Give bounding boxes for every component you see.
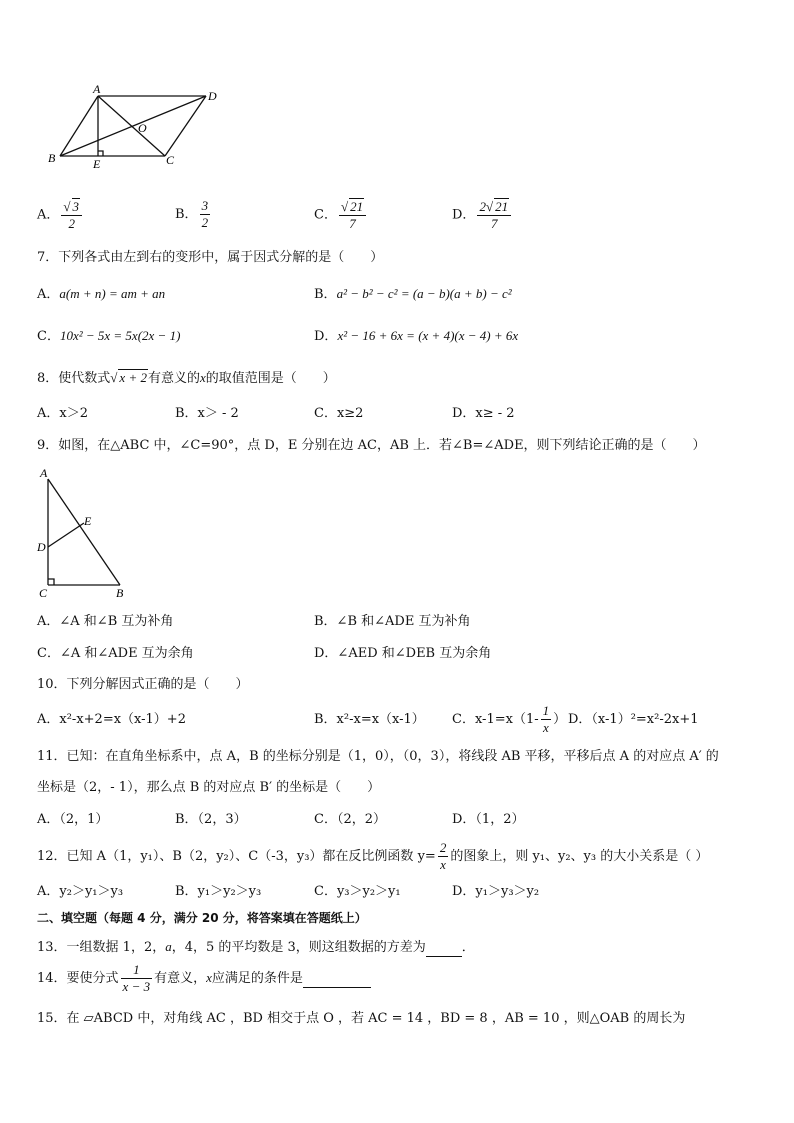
q8-option-c: C．x≥2 xyxy=(314,406,364,421)
label-O: O xyxy=(138,121,147,135)
q6-option-a: A． $\frac{√ 3}{2}$ xyxy=(37,198,84,232)
q6-option-b: B． $\frac{3}{2}$ xyxy=(175,198,209,230)
label-B: B xyxy=(48,151,56,165)
q12-option-a: A．y₂＞y₁＞y₃ xyxy=(37,884,124,899)
q10-stem: 10．下列分解因式正确的是（ ） xyxy=(37,677,249,692)
q12-option-b: B．y₁＞y₂＞y₃ xyxy=(175,884,262,899)
label-A: A xyxy=(40,466,48,480)
label-C: C xyxy=(39,586,48,600)
q15-stem: 15．在 ▱ABCD 中，对角线 AC ，BD 相交于点 O ，若 AC = 14 ，BD = 8 ，AB = 10 ，则△OAB 的周长为 xyxy=(37,1011,686,1026)
q9-option-b: B．∠B 和∠ADE 互为补角 xyxy=(314,614,471,629)
q7-option-c: C．10x² − 5x = 5x(2x − 1) xyxy=(37,328,181,344)
q11-option-d: D．（1，2） xyxy=(452,812,525,827)
q11-option-c: C．（2，2） xyxy=(314,812,386,827)
label-E: E xyxy=(84,514,92,528)
q8-option-a: A．x＞2 xyxy=(37,406,88,421)
right-triangle-figure xyxy=(34,465,134,603)
parallelogram-figure xyxy=(40,82,230,172)
q8-option-b: B．x＞ - 2 xyxy=(175,406,239,421)
q10-option-d: D．（x-1）²=x²-2x+1 xyxy=(568,712,699,727)
label-B: B xyxy=(116,586,124,600)
q11-stem-line1: 11．已知：在直角坐标系中，点 A，B 的坐标分别是（1，0），（0，3），将线段 AB 平移，平移后点 A 的对应点 A′ 的 xyxy=(37,749,719,764)
answer-blank[interactable] xyxy=(426,940,462,957)
q9-option-d: D．∠AED 和∠DEB 互为余角 xyxy=(314,646,492,661)
q9-option-c: C．∠A 和∠ADE 互为余角 xyxy=(37,646,194,661)
q7-option-b: B．a² − b² − c² = (a − b)(a + b) − c² xyxy=(314,286,512,302)
q8-option-d: D．x≥ - 2 xyxy=(452,406,515,421)
q6-option-d: D． $\frac{2√ 21}{7}$ xyxy=(452,198,513,232)
q14-stem: 14．要使分式 $\frac{1}{x - 3}$ 有意义，x应满足的条件是 xyxy=(37,962,371,995)
q12-option-c: C．y₃＞y₂＞y₁ xyxy=(314,884,401,899)
q12-option-d: D．y₁＞y₃＞y₂ xyxy=(452,884,540,899)
q13-stem: 13．一组数据 1，2，a，4，5 的平均数是 3，则这组数据的方差为 ． xyxy=(37,939,475,955)
q7-stem: 7．下列各式由左到右的变形中，属于因式分解的是（ ） xyxy=(37,250,384,265)
q6-option-c: C． $\frac{√ 21}{7}$ xyxy=(314,198,368,232)
label-A: A xyxy=(93,82,101,96)
q8-stem: 8．使代数式√ x + 2有意义的x的取值范围是（ ） xyxy=(37,370,336,386)
q9-option-a: A．∠A 和∠B 互为补角 xyxy=(37,614,174,629)
q11-option-b: B．（2，3） xyxy=(175,812,247,827)
label-D: D xyxy=(37,540,46,554)
q12-stem: 12．已知 A（1，y₁）、B（2，y₂）、C（-3，y₃）都在反比例函数 y= $\frac{2}{x}$ 的图象上，则 y₁、y₂、y₃ 的大小关系是（ ） xyxy=(37,840,709,872)
q9-stem: 9．如图，在△ABC 中，∠C=90°，点 D，E 分别在边 AC，AB 上．若∠B=∠ADE，则下列结论正确的是（ ） xyxy=(37,438,706,453)
label-D: D xyxy=(208,89,217,103)
q10-option-b: B．x²-x=x（x-1） xyxy=(314,712,425,727)
q11-option-a: A．（2，1） xyxy=(37,812,109,827)
q10-option-c: C．x-1=x（1- $\frac{1}{x}$ ） xyxy=(452,703,567,735)
q10-option-a: A．x²-x+2=x（x-1）+2 xyxy=(37,712,186,727)
q7-option-a: A．a(m + n) = am + an xyxy=(37,286,166,302)
section-heading-fill-in: 二、填空题（每题 4 分，满分 20 分，将答案填在答题纸上） xyxy=(37,911,367,925)
q7-option-d: D．x² − 16 + 6x = (x + 4)(x − 4) + 6x xyxy=(314,328,519,344)
label-C: C xyxy=(166,153,175,167)
answer-blank[interactable] xyxy=(303,971,371,988)
label-E: E xyxy=(93,157,101,171)
q11-stem-line2: 坐标是（2，- 1），那么点 B 的对应点 B′ 的坐标是（ ） xyxy=(37,780,381,795)
